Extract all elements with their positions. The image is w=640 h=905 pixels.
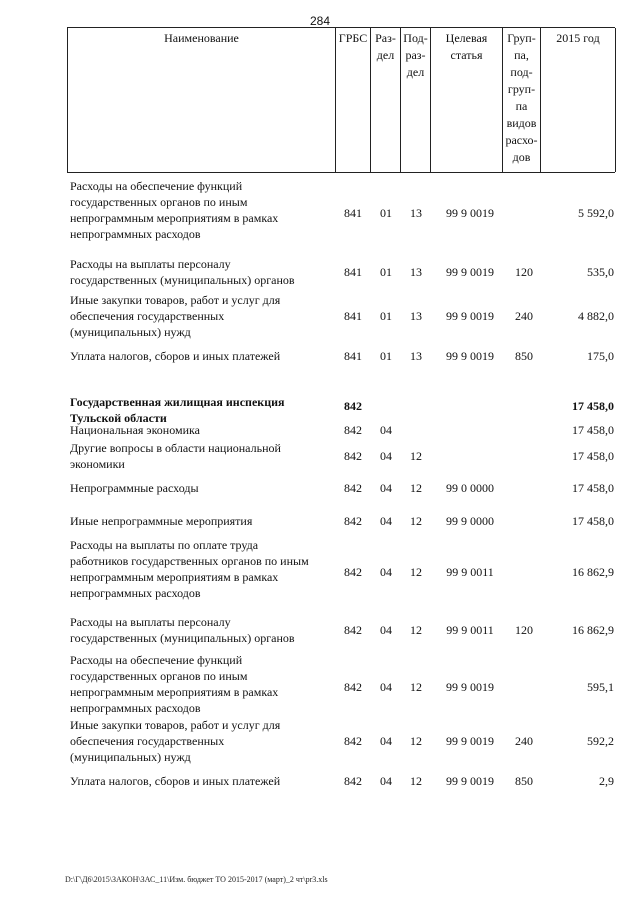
row-grbs: 842 — [344, 623, 362, 637]
row-celevaya-statya: 99 0 0000 — [446, 481, 494, 495]
row-sum: 2,9 — [599, 774, 614, 788]
header-line: видов — [506, 116, 537, 130]
row-sum: 175,0 — [587, 349, 614, 363]
header-line: раз- — [405, 48, 426, 62]
row-name-line: Уплата налогов, сборов и иных платежей — [70, 349, 281, 363]
row-grbs: 841 — [344, 309, 362, 323]
header-line: дел — [406, 65, 425, 79]
row-name-line: Уплата налогов, сборов и иных платежей — [70, 774, 281, 788]
row-razdel: 04 — [380, 514, 392, 528]
row-name-line: Иные закупки товаров, работ и услуг для — [70, 293, 281, 307]
row-name-line: государственных (муниципальных) органов — [70, 273, 295, 287]
row-podrazdel: 12 — [410, 623, 422, 637]
row-podrazdel: 12 — [410, 734, 422, 748]
row-name — [70, 178, 332, 242]
row-grbs: 841 — [344, 349, 362, 363]
row-podrazdel: 12 — [410, 514, 422, 528]
row-name — [70, 480, 332, 496]
row-name-line: (муниципальных) нужд — [70, 750, 191, 764]
row-podrazdel: 13 — [410, 309, 422, 323]
row-name-line: экономики — [70, 457, 125, 471]
row-podrazdel: 12 — [410, 774, 422, 788]
page-number: 284 — [309, 14, 331, 28]
row-celevaya-statya: 99 9 0019 — [446, 309, 494, 323]
header-sum-2015: 2015 год — [541, 28, 616, 172]
row-name — [70, 773, 332, 789]
row-name — [70, 440, 332, 472]
row-name-line: Расходы на выплаты персоналу — [70, 615, 231, 629]
row-name — [70, 422, 332, 438]
row-name-line: Расходы на выплаты персоналу — [70, 257, 231, 271]
row-name — [70, 614, 332, 646]
row-celevaya-statya: 99 9 0011 — [446, 623, 494, 637]
row-sum: 17 458,0 — [572, 481, 614, 495]
row-razdel: 04 — [380, 565, 392, 579]
row-name — [70, 348, 332, 364]
row-vid-raskhodov: 120 — [515, 265, 533, 279]
header-line: Груп- — [507, 31, 536, 45]
row-name-line: обеспечения государственных — [70, 734, 225, 748]
row-name — [70, 513, 332, 529]
row-podrazdel: 12 — [410, 481, 422, 495]
header-line: Раз- — [375, 31, 396, 45]
row-name-line: Национальная экономика — [70, 423, 200, 437]
row-name-line: непрограммным мероприятиям в рамках — [70, 685, 279, 699]
header-line: Целевая — [445, 31, 488, 45]
row-razdel: 04 — [380, 423, 392, 437]
row-sum: 17 458,0 — [572, 449, 614, 463]
row-sum: 5 592,0 — [578, 206, 614, 220]
row-razdel: 01 — [380, 265, 392, 279]
row-razdel: 04 — [380, 449, 392, 463]
header-line: па, — [514, 48, 529, 62]
row-razdel: 04 — [380, 680, 392, 694]
row-name-line: непрограммных расходов — [70, 227, 201, 241]
row-name-line: работников государственных органов по иным — [70, 554, 309, 568]
row-vid-raskhodov: 240 — [515, 734, 533, 748]
row-celevaya-statya: 99 9 0019 — [446, 680, 494, 694]
row-grbs: 842 — [344, 481, 362, 495]
row-name-line: непрограммным мероприятиям в рамках — [70, 570, 279, 584]
row-name-line: непрограммным мероприятиям в рамках — [70, 211, 279, 225]
row-grbs: 842 — [344, 514, 362, 528]
row-podrazdel: 13 — [410, 349, 422, 363]
row-name-line: (муниципальных) нужд — [70, 325, 191, 339]
row-grbs: 842 — [344, 449, 362, 463]
row-celevaya-statya: 99 9 0019 — [446, 734, 494, 748]
row-name-line: государственных (муниципальных) органов — [70, 631, 295, 645]
row-grbs: 842 — [344, 734, 362, 748]
row-podrazdel: 13 — [410, 265, 422, 279]
row-sum: 17 458,0 — [572, 423, 614, 437]
header-line: статья — [450, 48, 483, 62]
row-sum: 16 862,9 — [572, 565, 614, 579]
header-line: Под- — [403, 31, 428, 45]
row-razdel: 01 — [380, 206, 392, 220]
row-grbs: 841 — [344, 265, 362, 279]
row-podrazdel: 13 — [410, 206, 422, 220]
header-grbs: ГРБС — [336, 28, 371, 172]
row-name-line: государственных органов по иным — [70, 669, 248, 683]
row-vid-raskhodov: 850 — [515, 774, 533, 788]
row-name-line: непрограммных расходов — [70, 701, 201, 715]
row-name-line: Расходы на обеспечение функций — [70, 653, 243, 667]
row-name-line: Другие вопросы в области национальной — [70, 441, 281, 455]
row-name — [70, 652, 332, 716]
row-celevaya-statya: 99 9 0011 — [446, 565, 494, 579]
row-razdel: 01 — [380, 349, 392, 363]
row-podrazdel: 12 — [410, 680, 422, 694]
row-celevaya-statya: 99 9 0019 — [446, 265, 494, 279]
row-sum: 17 458,0 — [572, 514, 614, 528]
file-path-footer: D:\Г\Д6\2015\ЗАКОН\ЗАС_11\Изм. бюджет ТО 2015-2017 (март)_2 чт\pr3.xls — [65, 875, 328, 884]
row-vid-raskhodov: 120 — [515, 623, 533, 637]
row-name — [70, 717, 332, 765]
row-name-line: обеспечения государственных — [70, 309, 225, 323]
header-line: дел — [376, 48, 395, 62]
header-line: дов — [512, 150, 531, 164]
header-line: груп- — [507, 82, 536, 96]
row-razdel: 04 — [380, 774, 392, 788]
row-celevaya-statya: 99 9 0019 — [446, 349, 494, 363]
row-name-line: Тульской области — [70, 411, 167, 425]
row-podrazdel: 12 — [410, 449, 422, 463]
row-name-line: Расходы на выплаты по оплате труда — [70, 538, 259, 552]
row-name-line: государственных органов по иным — [70, 195, 248, 209]
row-grbs: 841 — [344, 206, 362, 220]
row-celevaya-statya: 99 9 0000 — [446, 514, 494, 528]
header-line: расхо- — [505, 133, 538, 147]
row-sum: 535,0 — [587, 265, 614, 279]
row-vid-raskhodov: 240 — [515, 309, 533, 323]
header-line: под- — [510, 65, 533, 79]
row-name-line: непрограммных расходов — [70, 586, 201, 600]
row-celevaya-statya: 99 9 0019 — [446, 774, 494, 788]
row-sum: 595,1 — [587, 680, 614, 694]
row-razdel: 04 — [380, 734, 392, 748]
row-celevaya-statya: 99 9 0019 — [446, 206, 494, 220]
row-name-line: Государственная жилищная инспекция — [70, 395, 285, 409]
header-line: па — [515, 99, 528, 113]
row-name — [70, 256, 332, 288]
row-razdel: 04 — [380, 481, 392, 495]
row-podrazdel: 12 — [410, 565, 422, 579]
row-razdel: 01 — [380, 309, 392, 323]
row-grbs: 842 — [344, 423, 362, 437]
row-sum: 4 882,0 — [578, 309, 614, 323]
row-name-line: Расходы на обеспечение функций — [70, 179, 243, 193]
row-grbs: 842 — [344, 565, 362, 579]
header-name: Наименование — [68, 28, 336, 172]
row-grbs: 842 — [344, 680, 362, 694]
row-razdel: 04 — [380, 623, 392, 637]
row-vid-raskhodov: 850 — [515, 349, 533, 363]
row-name-line: Иные закупки товаров, работ и услуг для — [70, 718, 281, 732]
row-grbs: 842 — [344, 399, 362, 413]
row-sum: 17 458,0 — [572, 399, 614, 413]
row-name — [70, 537, 332, 601]
row-name-line: Иные непрограммные мероприятия — [70, 514, 253, 528]
row-sum: 592,2 — [587, 734, 614, 748]
row-name-line: Непрограммные расходы — [70, 481, 199, 495]
row-name — [70, 292, 332, 340]
row-sum: 16 862,9 — [572, 623, 614, 637]
row-grbs: 842 — [344, 774, 362, 788]
